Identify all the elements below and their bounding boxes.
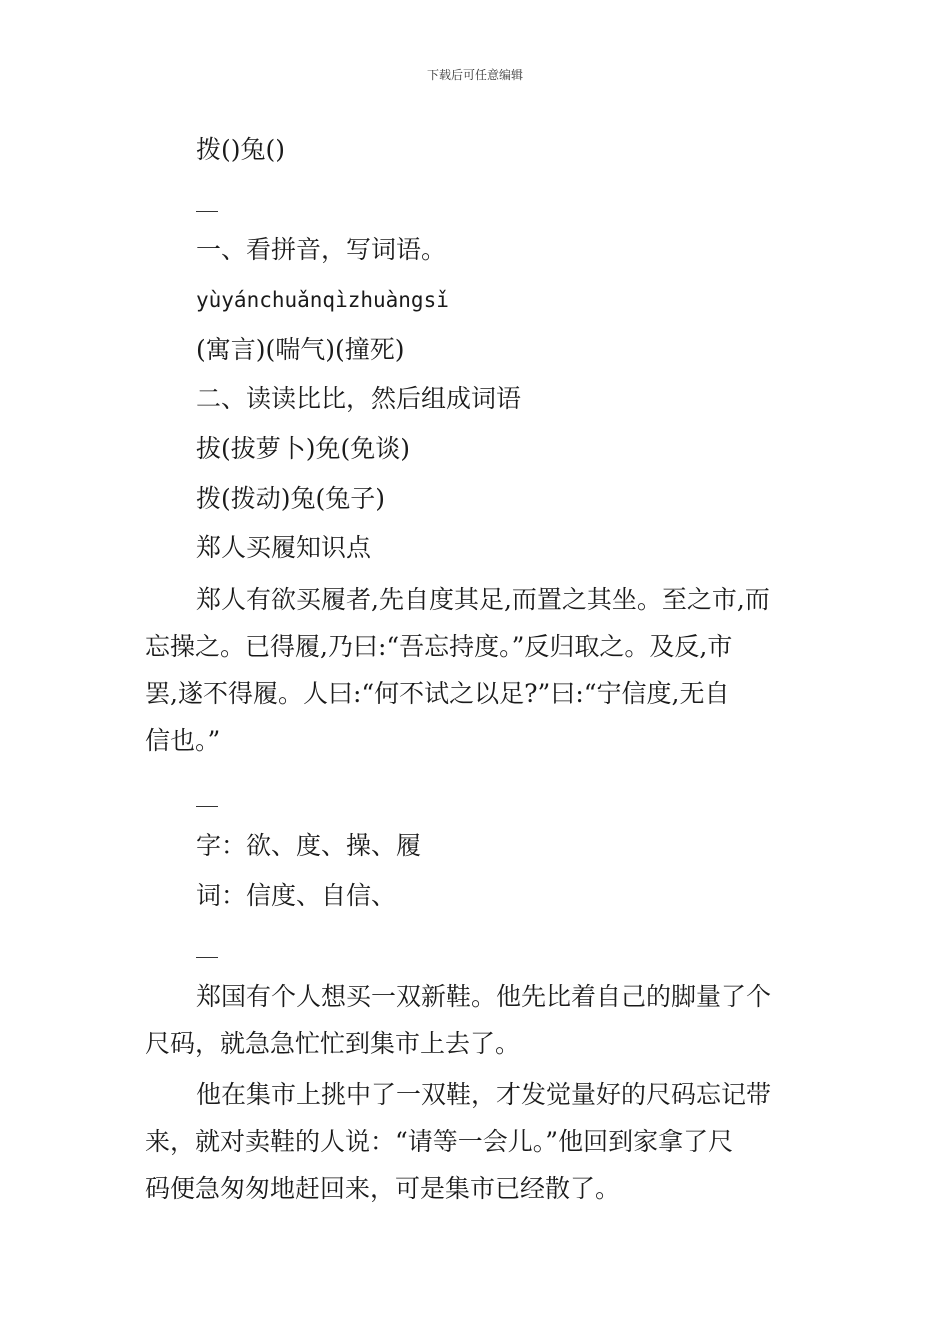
paragraph-line: 来，就对卖鞋的人说：“请等一会儿。”他回到家拿了尺	[145, 1127, 734, 1156]
paragraph-line: 尺码，就急急忙忙到集市上去了。	[145, 1029, 521, 1058]
paragraph-line: 郑人有欲买履者,先自度其足,而置之其坐。至之市,而	[196, 585, 770, 614]
page-header: 下载后可任意编辑	[426, 68, 523, 82]
paragraph-line: 信也。”	[145, 726, 221, 755]
divider	[196, 211, 218, 212]
classical-text-paragraph	[145, 576, 810, 764]
text-line: 拨(拨动)兔(兔子)	[196, 484, 386, 513]
paragraph-line: 他在集市上挑中了一双鞋，才发觉量好的尺码忘记带	[196, 1080, 772, 1109]
paragraph-line: 码便急匆匆地赶回来，可是集市已经散了。	[145, 1174, 621, 1203]
paragraph-line: 郑国有个人想买一双新鞋。他先比着自己的脚量了个	[196, 982, 772, 1011]
section-heading: 郑人买履知识点	[196, 533, 372, 562]
divider	[196, 806, 218, 807]
text-line: (寓言)(喘气)(撞死)	[196, 335, 405, 364]
divider	[196, 957, 218, 958]
section-heading: 一、看拼音，写词语。	[196, 235, 447, 264]
pinyin-line: yùyánchuǎnqìzhuàngsǐ	[196, 288, 449, 312]
text-line: 拨()兔()	[196, 135, 286, 164]
text-line: 字：欲、度、操、履	[196, 831, 422, 860]
paragraph-line: 忘操之。已得履,乃曰:“吾忘持度。”反归取之。及反,市	[145, 632, 733, 661]
story-paragraph	[145, 973, 810, 1067]
story-paragraph	[145, 1071, 810, 1212]
paragraph-line: 罢,遂不得履。人曰:“何不试之以足?”曰:“宁信度,无自	[145, 679, 730, 708]
section-heading: 二、读读比比，然后组成词语	[196, 384, 522, 413]
text-line: 拔(拔萝卜)免(免谈)	[196, 434, 411, 463]
text-line: 词：信度、自信、	[196, 881, 397, 910]
